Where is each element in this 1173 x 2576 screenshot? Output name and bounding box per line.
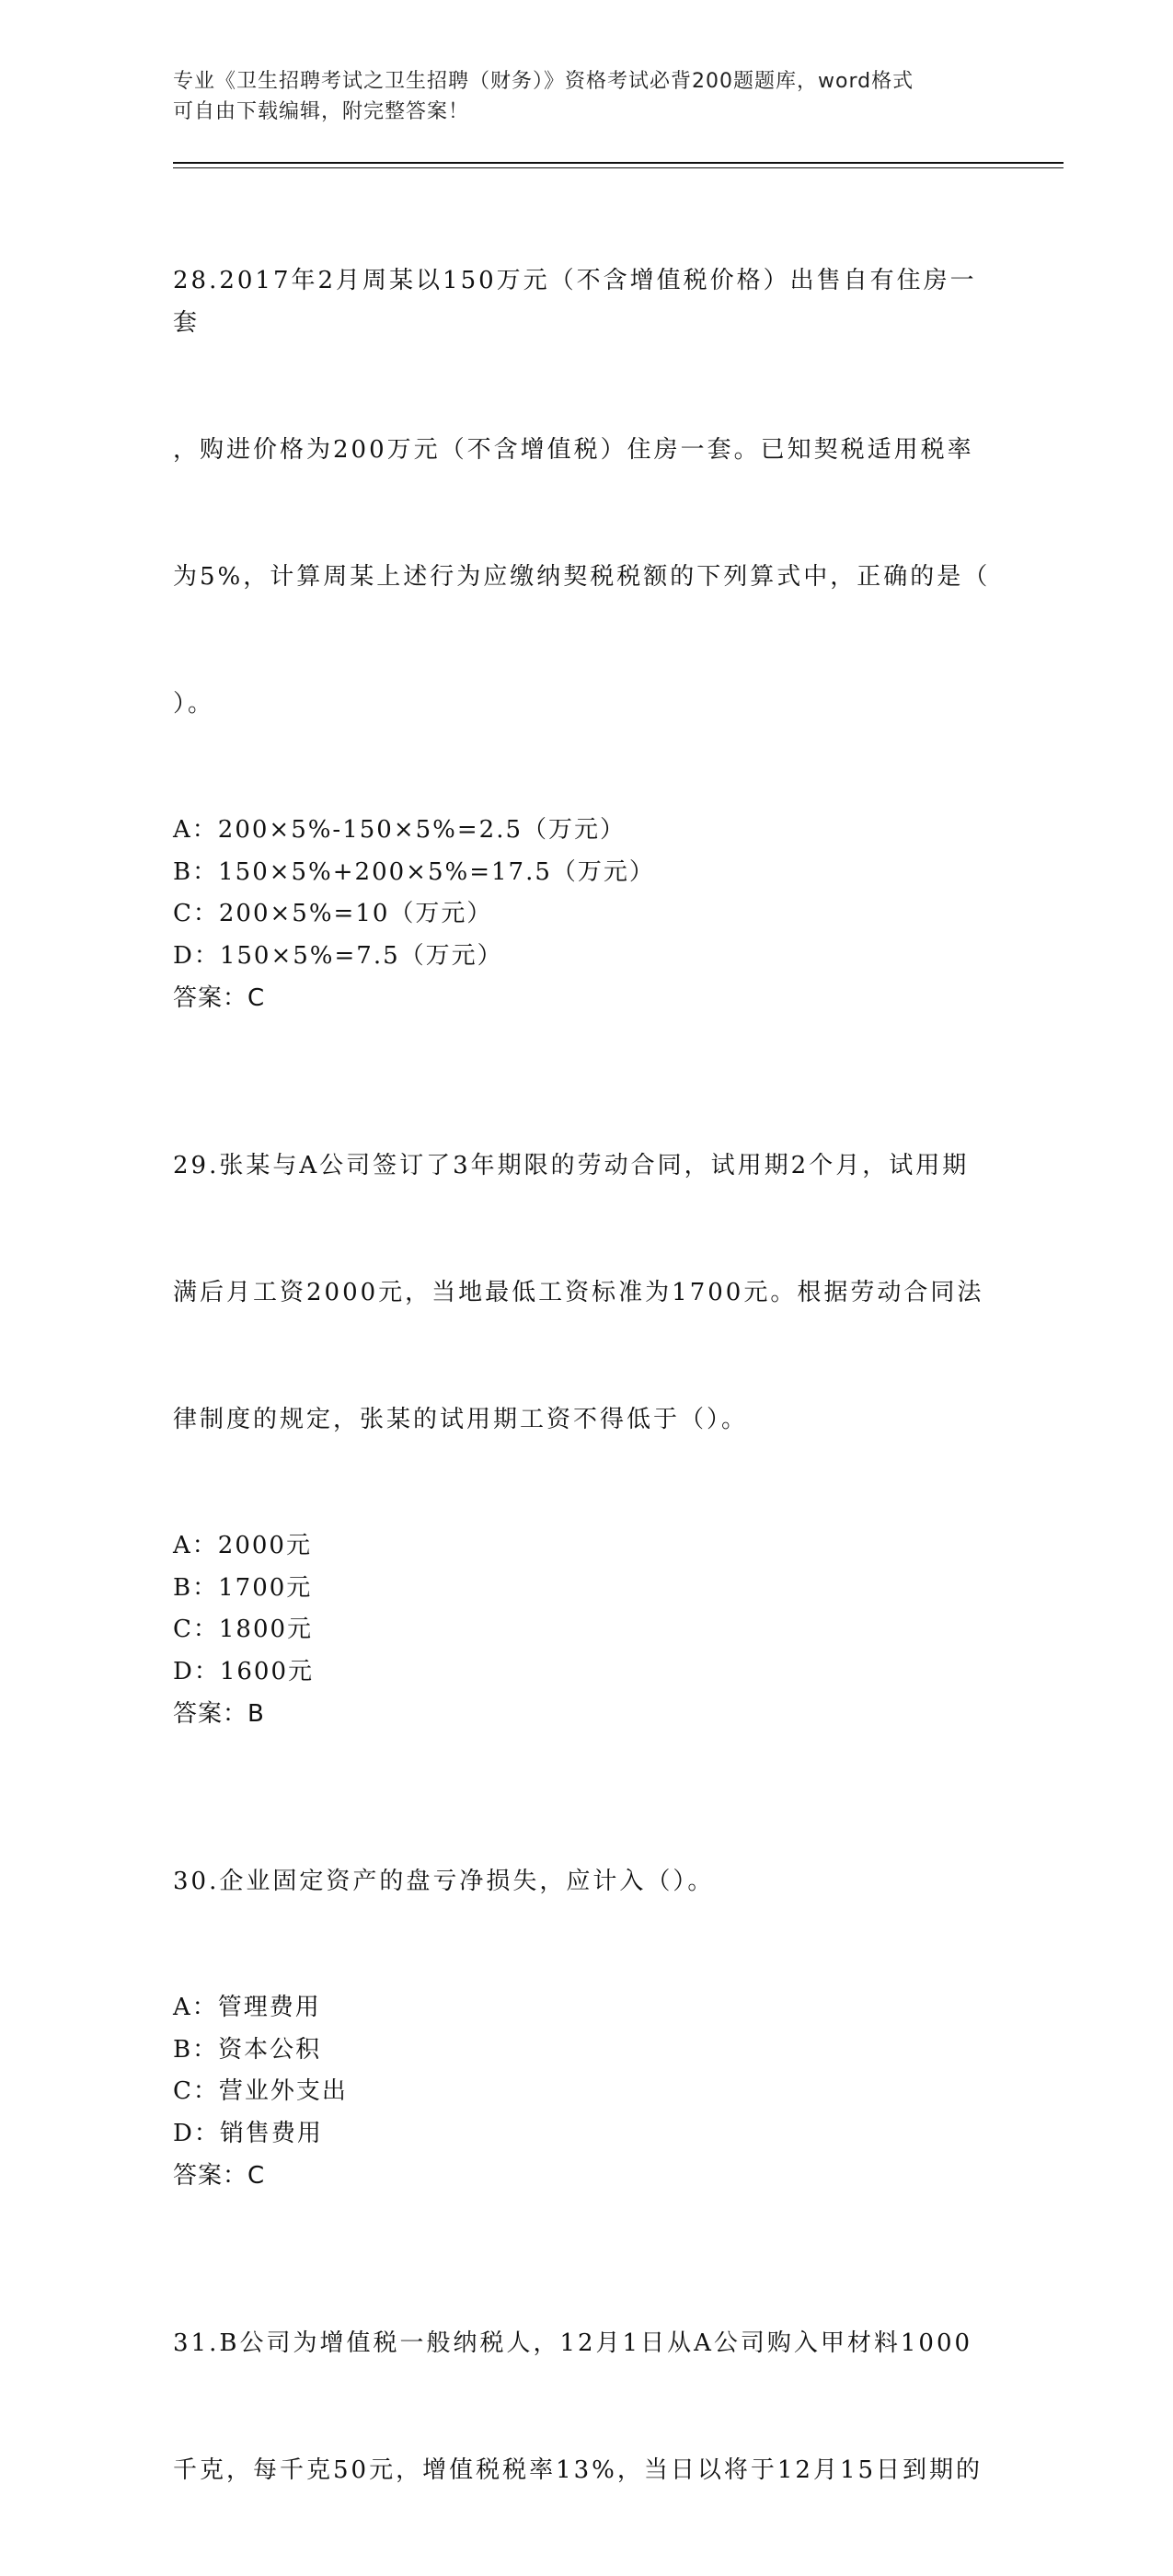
question-31 xyxy=(173,2237,1001,2576)
question-stem-line: 满后月工资2000元，当地最低工资标准为1700元。根据劳动合同法 xyxy=(173,1279,984,1306)
question-stem xyxy=(173,1776,1001,1987)
answer-line: 答案：C xyxy=(173,984,266,1012)
option-d: D：150×5%=7.5（万元） xyxy=(173,941,503,970)
option-c: C：200×5%=10（万元） xyxy=(173,900,493,927)
question-stem-line: 31.B公司为增值税一般纳税人，12月1日从A公司购入甲材料1000 xyxy=(173,2329,973,2357)
option-a: A：2000元 xyxy=(173,1532,312,1559)
option-b: B：资本公积 xyxy=(173,2035,322,2064)
question-stem-line: 30.企业固定资产的盘亏净损失，应计入（）。 xyxy=(173,1868,715,1895)
option-d: D：1600元 xyxy=(173,1657,315,1685)
question-spacer xyxy=(173,1735,1001,1776)
option-a: A：管理费用 xyxy=(173,1994,321,2021)
question-spacer xyxy=(173,2197,1001,2237)
option-a: A：200×5%-150×5%=2.5（万元） xyxy=(173,816,627,844)
question-stem xyxy=(173,175,1001,810)
question-stem-line: 为5%，计算周某上述行为应缴纳契税税额的下列算式中，正确的是（ xyxy=(173,563,991,591)
question-stem-line: 28.2017年2月周某以150万元（不含增值税价格）出售自有住房一套 xyxy=(173,267,977,337)
header-divider-thick xyxy=(173,162,1064,164)
question-spacer xyxy=(173,1019,1001,1060)
question-29 xyxy=(173,1060,1001,1735)
question-stem xyxy=(173,2237,1001,2576)
question-list xyxy=(173,175,1001,2576)
answer-line: 答案：C xyxy=(173,2162,266,2190)
option-b: B：150×5%+200×5%=17.5（万元） xyxy=(173,857,655,886)
option-b: B：1700元 xyxy=(173,1573,313,1602)
document-header xyxy=(173,66,983,127)
header-line-2: 可自由下载编辑，附完整答案！ xyxy=(173,100,470,123)
question-stem-line: 千克，每千克50元，增值税税率13%，当日以将于12月15日到期的 xyxy=(173,2456,983,2484)
question-stem-line: ，购进价格为200万元（不含增值税）住房一套。已知契税适用税率 xyxy=(173,436,974,464)
question-stem xyxy=(173,1060,1001,1525)
option-c: C：营业外支出 xyxy=(173,2077,348,2105)
question-30 xyxy=(173,1776,1001,2197)
question-stem-line: 29.张某与A公司签订了3年期限的劳动合同，试用期2个月，试用期 xyxy=(173,1152,970,1179)
option-d: D：销售费用 xyxy=(173,2119,323,2147)
question-stem-line: ）。 xyxy=(173,690,215,718)
header-divider-thin xyxy=(173,167,1064,168)
option-c: C：1800元 xyxy=(173,1616,314,1643)
question-28 xyxy=(173,175,1001,1019)
answer-line: 答案：B xyxy=(173,1700,265,1728)
question-stem-line: 律制度的规定，张某的试用期工资不得低于（）。 xyxy=(173,1406,749,1433)
header-line-1: 专业《卫生招聘考试之卫生招聘（财务）》资格考试必背200题题库，word格式 xyxy=(173,70,914,93)
